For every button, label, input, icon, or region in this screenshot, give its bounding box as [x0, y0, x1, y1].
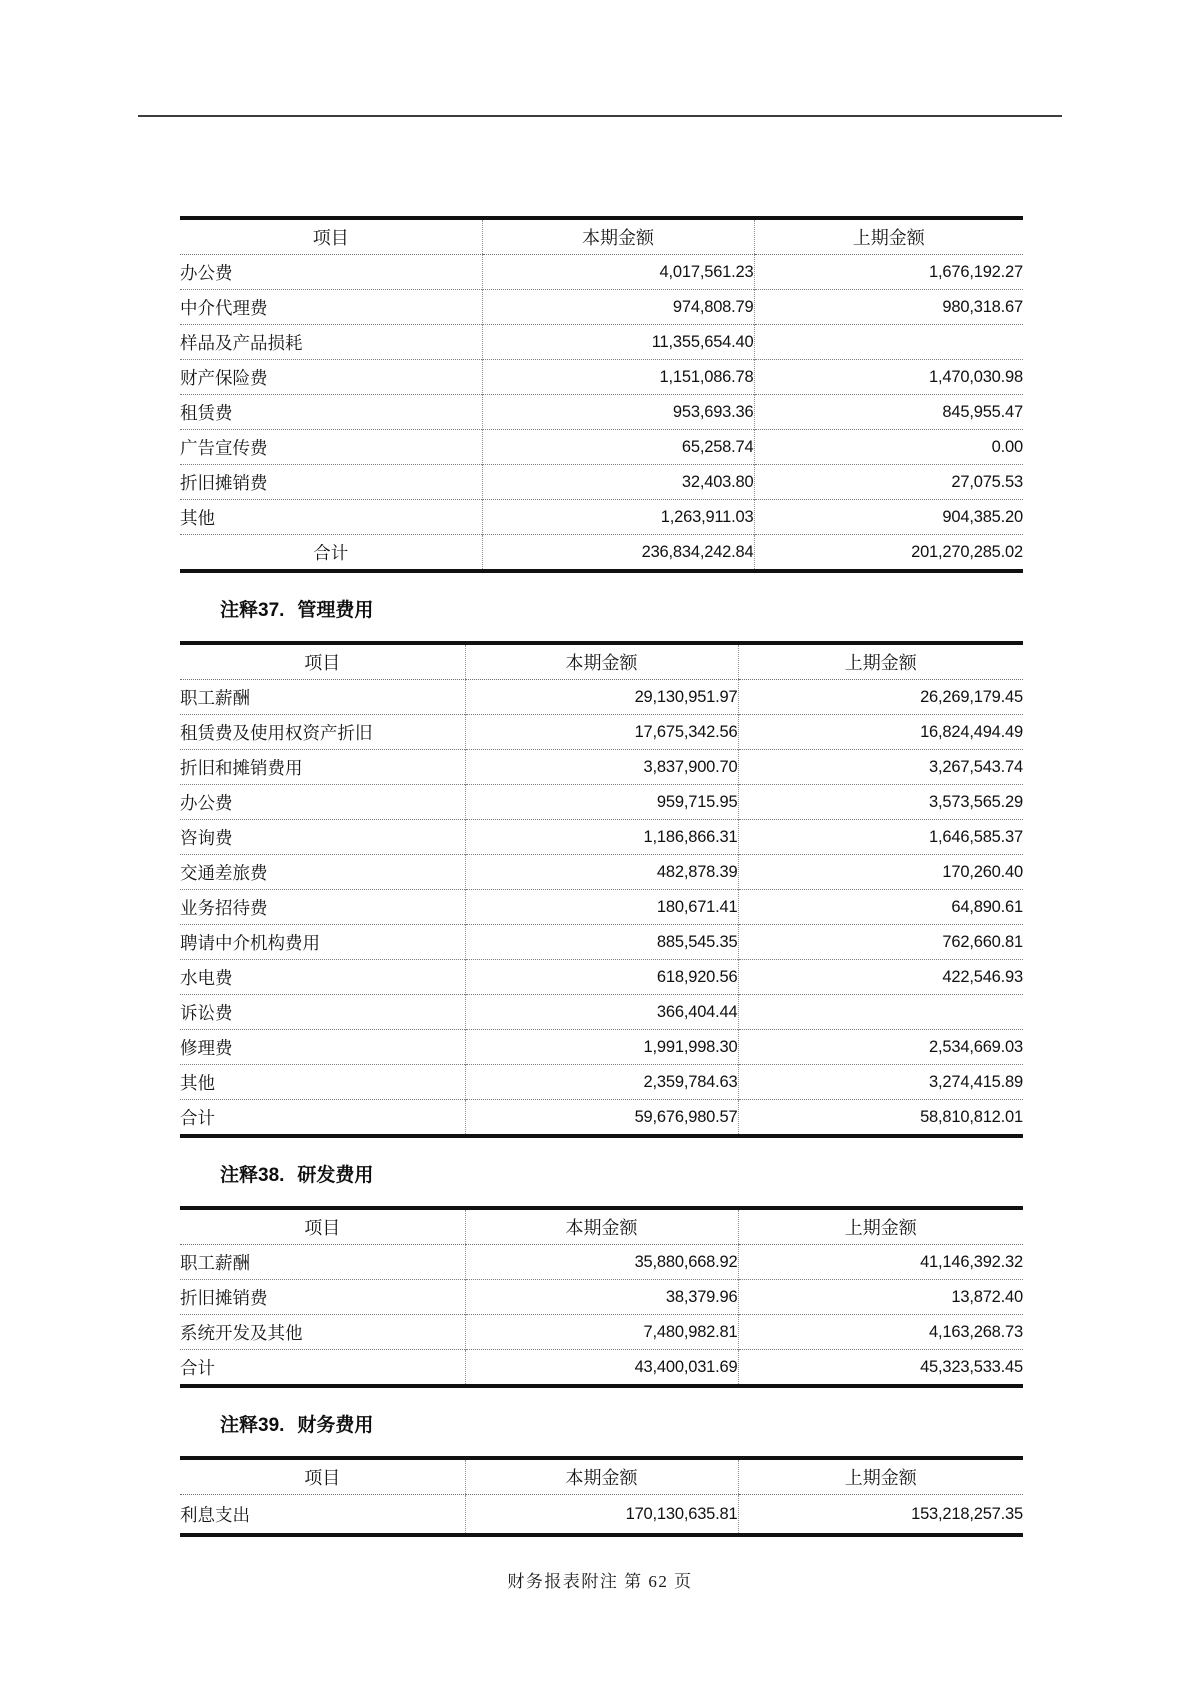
amount-cell: 2,359,784.63 — [465, 1065, 738, 1100]
amount-cell: 180,671.41 — [465, 890, 738, 925]
row-label: 合计 — [180, 1100, 465, 1137]
note-37-heading — [220, 597, 1023, 625]
amount-cell: 3,573,565.29 — [738, 785, 1023, 820]
row-label: 交通差旅费 — [180, 855, 465, 890]
row-label: 折旧和摊销费用 — [180, 750, 465, 785]
row-label: 利息支出 — [180, 1495, 465, 1536]
note-number: 注释38. — [220, 1165, 285, 1186]
amount-cell — [738, 995, 1023, 1030]
table-row — [180, 1245, 1023, 1280]
col-header-current-period: 本期金额 — [465, 643, 738, 680]
table-row — [180, 1315, 1023, 1350]
row-label: 合计 — [180, 1350, 465, 1387]
section-note-39 — [180, 1412, 1023, 1537]
table-row — [180, 325, 1023, 360]
amount-cell: 32,403.80 — [482, 465, 754, 500]
row-label: 租赁费及使用权资产折旧 — [180, 715, 465, 750]
row-label: 办公费 — [180, 785, 465, 820]
row-label: 租赁费 — [180, 395, 482, 430]
col-header-item: 项目 — [180, 643, 465, 680]
table-row — [180, 995, 1023, 1030]
table-header-row — [180, 1458, 1023, 1495]
amount-cell: 38,379.96 — [465, 1280, 738, 1315]
amount-cell: 7,480,982.81 — [465, 1315, 738, 1350]
amount-cell: 65,258.74 — [482, 430, 754, 465]
table-row — [180, 680, 1023, 715]
amount-cell: 170,260.40 — [738, 855, 1023, 890]
amount-cell: 1,470,030.98 — [754, 360, 1023, 395]
amount-cell: 953,693.36 — [482, 395, 754, 430]
col-header-prior-period: 上期金额 — [738, 643, 1023, 680]
amount-cell: 3,274,415.89 — [738, 1065, 1023, 1100]
amount-cell: 201,270,285.02 — [754, 535, 1023, 572]
amount-cell: 1,186,866.31 — [465, 820, 738, 855]
note-title: 研发费用 — [297, 1165, 374, 1186]
row-label: 修理费 — [180, 1030, 465, 1065]
admin-expenses-table — [180, 641, 1023, 1138]
amount-cell: 618,920.56 — [465, 960, 738, 995]
table-row — [180, 1280, 1023, 1315]
section-note-38 — [180, 1162, 1023, 1388]
note-38-heading — [220, 1162, 1023, 1190]
row-label: 折旧摊销费 — [180, 1280, 465, 1315]
row-label: 诉讼费 — [180, 995, 465, 1030]
col-header-prior-period: 上期金额 — [738, 1458, 1023, 1495]
row-label: 咨询费 — [180, 820, 465, 855]
col-header-item: 项目 — [180, 218, 482, 255]
table-row — [180, 960, 1023, 995]
document-page — [0, 115, 1200, 1696]
note-number: 注释39. — [220, 1415, 285, 1436]
table-row — [180, 820, 1023, 855]
col-header-current-period: 本期金额 — [482, 218, 754, 255]
table-row — [180, 750, 1023, 785]
amount-cell: 0.00 — [754, 430, 1023, 465]
amount-cell: 59,676,980.57 — [465, 1100, 738, 1137]
table-row — [180, 535, 1023, 572]
page-content — [180, 216, 1023, 1537]
table-row — [180, 430, 1023, 465]
page-footer — [0, 1567, 1200, 1592]
row-label: 其他 — [180, 500, 482, 535]
table-row — [180, 500, 1023, 535]
amount-cell: 959,715.95 — [465, 785, 738, 820]
amount-cell: 153,218,257.35 — [738, 1495, 1023, 1536]
row-label: 样品及产品损耗 — [180, 325, 482, 360]
col-header-prior-period: 上期金额 — [738, 1208, 1023, 1245]
note-title: 财务费用 — [297, 1415, 374, 1436]
table-row — [180, 855, 1023, 890]
col-header-item: 项目 — [180, 1458, 465, 1495]
amount-cell: 366,404.44 — [465, 995, 738, 1030]
table-row — [180, 715, 1023, 750]
amount-cell: 974,808.79 — [482, 290, 754, 325]
financial-expenses-table — [180, 1456, 1023, 1537]
row-label: 水电费 — [180, 960, 465, 995]
table-row — [180, 290, 1023, 325]
section-selling-expenses — [180, 216, 1023, 573]
table-row — [180, 255, 1023, 290]
amount-cell: 904,385.20 — [754, 500, 1023, 535]
amount-cell: 422,546.93 — [738, 960, 1023, 995]
amount-cell: 27,075.53 — [754, 465, 1023, 500]
amount-cell: 1,646,585.37 — [738, 820, 1023, 855]
amount-cell: 762,660.81 — [738, 925, 1023, 960]
amount-cell: 16,824,494.49 — [738, 715, 1023, 750]
amount-cell: 1,676,192.27 — [754, 255, 1023, 290]
col-header-item: 项目 — [180, 1208, 465, 1245]
table-row — [180, 785, 1023, 820]
amount-cell: 4,163,268.73 — [738, 1315, 1023, 1350]
amount-cell: 26,269,179.45 — [738, 680, 1023, 715]
row-label: 折旧摊销费 — [180, 465, 482, 500]
amount-cell: 170,130,635.81 — [465, 1495, 738, 1536]
table-row — [180, 1030, 1023, 1065]
table-row — [180, 1100, 1023, 1137]
selling-expenses-table — [180, 216, 1023, 573]
row-label: 业务招待费 — [180, 890, 465, 925]
note-number: 注释37. — [220, 600, 285, 621]
amount-cell: 4,017,561.23 — [482, 255, 754, 290]
amount-cell: 236,834,242.84 — [482, 535, 754, 572]
amount-cell: 1,991,998.30 — [465, 1030, 738, 1065]
amount-cell: 2,534,669.03 — [738, 1030, 1023, 1065]
note-39-heading — [220, 1412, 1023, 1440]
amount-cell: 482,878.39 — [465, 855, 738, 890]
row-label: 合计 — [180, 535, 482, 572]
footer-text: 财务报表附注 第 62 页 — [507, 1572, 693, 1591]
amount-cell: 41,146,392.32 — [738, 1245, 1023, 1280]
row-label: 职工薪酬 — [180, 1245, 465, 1280]
row-label: 职工薪酬 — [180, 680, 465, 715]
table-row — [180, 890, 1023, 925]
table-header-row — [180, 643, 1023, 680]
amount-cell: 845,955.47 — [754, 395, 1023, 430]
amount-cell: 29,130,951.97 — [465, 680, 738, 715]
table-row — [180, 1495, 1023, 1536]
row-label: 财产保险费 — [180, 360, 482, 395]
amount-cell: 3,267,543.74 — [738, 750, 1023, 785]
amount-cell: 980,318.67 — [754, 290, 1023, 325]
note-title: 管理费用 — [297, 600, 374, 621]
amount-cell: 13,872.40 — [738, 1280, 1023, 1315]
col-header-current-period: 本期金额 — [465, 1208, 738, 1245]
row-label: 其他 — [180, 1065, 465, 1100]
amount-cell: 885,545.35 — [465, 925, 738, 960]
row-label: 聘请中介机构费用 — [180, 925, 465, 960]
table-row — [180, 360, 1023, 395]
amount-cell: 35,880,668.92 — [465, 1245, 738, 1280]
row-label: 中介代理费 — [180, 290, 482, 325]
rd-expenses-table — [180, 1206, 1023, 1388]
col-header-current-period: 本期金额 — [465, 1458, 738, 1495]
amount-cell: 1,151,086.78 — [482, 360, 754, 395]
table-row — [180, 395, 1023, 430]
table-row — [180, 1065, 1023, 1100]
amount-cell: 64,890.61 — [738, 890, 1023, 925]
amount-cell: 1,263,911.03 — [482, 500, 754, 535]
amount-cell: 58,810,812.01 — [738, 1100, 1023, 1137]
col-header-prior-period: 上期金额 — [754, 218, 1023, 255]
amount-cell: 43,400,031.69 — [465, 1350, 738, 1387]
amount-cell — [754, 325, 1023, 360]
row-label: 广告宣传费 — [180, 430, 482, 465]
amount-cell: 3,837,900.70 — [465, 750, 738, 785]
table-header-row — [180, 1208, 1023, 1245]
row-label: 系统开发及其他 — [180, 1315, 465, 1350]
section-note-37 — [180, 597, 1023, 1138]
table-row — [180, 465, 1023, 500]
table-row — [180, 925, 1023, 960]
table-row — [180, 1350, 1023, 1387]
row-label: 办公费 — [180, 255, 482, 290]
amount-cell: 17,675,342.56 — [465, 715, 738, 750]
table-header-row — [180, 218, 1023, 255]
page-header-rule — [138, 115, 1062, 117]
amount-cell: 11,355,654.40 — [482, 325, 754, 360]
amount-cell: 45,323,533.45 — [738, 1350, 1023, 1387]
